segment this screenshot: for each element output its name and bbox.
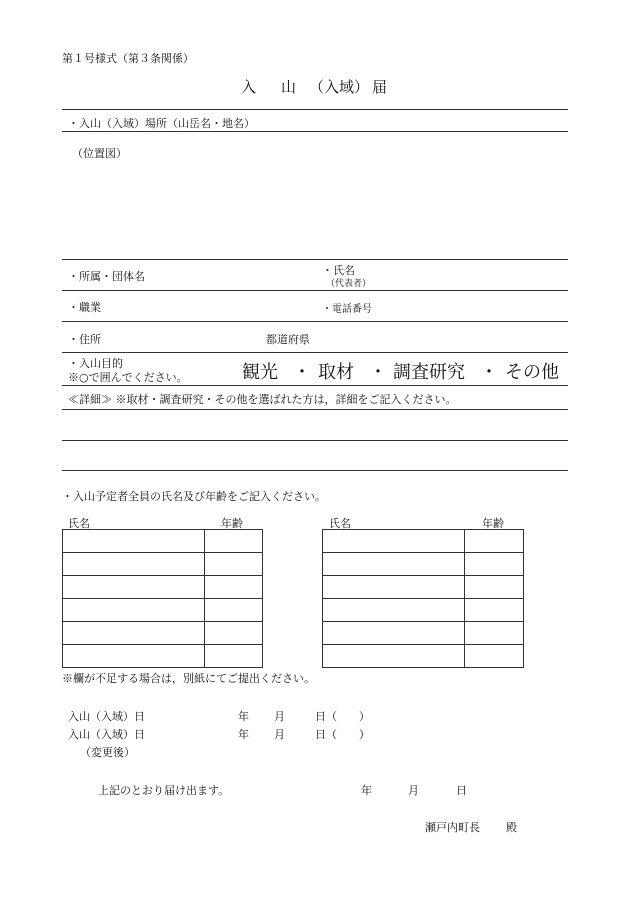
declaration-year: 年 — [361, 784, 372, 797]
member-age-cell[interactable] — [205, 622, 263, 645]
details-field-1[interactable] — [62, 412, 568, 438]
weekday-close: ） — [359, 728, 370, 741]
address-label: ・住所 — [68, 333, 101, 346]
member-age-cell[interactable] — [465, 530, 524, 553]
purpose-separator: ・ — [480, 362, 498, 383]
member-age-cell[interactable] — [205, 576, 263, 599]
day-label: 日（ — [315, 710, 337, 723]
month-label: 月 — [274, 710, 285, 723]
day-label: 日（ — [315, 728, 337, 741]
map-area-label: （位置図） — [72, 147, 127, 160]
member-name-cell[interactable] — [63, 553, 205, 576]
age-column-header: 年齢 — [221, 517, 243, 530]
members-table-right — [322, 529, 524, 668]
affiliation-field[interactable] — [160, 262, 310, 288]
member-name-cell[interactable] — [63, 599, 205, 622]
occupation-label: ・職業 — [68, 301, 101, 314]
table-row — [323, 622, 524, 645]
phone-label: ・電話番号 — [322, 304, 372, 315]
member-name-cell[interactable] — [323, 645, 465, 668]
month-label: 月 — [274, 728, 285, 741]
member-name-cell[interactable] — [63, 576, 205, 599]
members-table-left — [62, 529, 263, 668]
member-name-cell[interactable] — [323, 553, 465, 576]
members-instruction: ・入山予定者全員の氏名及び年齢をご記入ください。 — [62, 490, 326, 503]
address-field[interactable] — [322, 324, 566, 350]
member-age-cell[interactable] — [465, 645, 524, 668]
affiliation-label: ・所属・団体名 — [68, 270, 145, 283]
year-label: 年 — [238, 728, 249, 741]
member-age-cell[interactable] — [465, 599, 524, 622]
divider — [62, 259, 568, 260]
weekday-close: ） — [359, 710, 370, 723]
divider — [62, 109, 568, 110]
name-column-header: 氏名 — [68, 517, 90, 530]
table-row — [63, 530, 263, 553]
purpose-separator: ・ — [293, 362, 311, 383]
member-age-cell[interactable] — [465, 622, 524, 645]
table-row — [323, 576, 524, 599]
member-age-cell[interactable] — [205, 645, 263, 668]
title-char-4: 届 — [372, 78, 388, 96]
divider — [62, 290, 568, 291]
map-area[interactable] — [62, 160, 568, 256]
title-char-1: 入 — [241, 78, 257, 96]
member-name-cell[interactable] — [323, 576, 465, 599]
form-number: 第１号様式（第３条関係） — [62, 52, 194, 65]
details-note: ≪詳細≫ ※取材・調査研究・その他を選ばれた方は，詳細をご記入ください。 — [68, 393, 457, 406]
member-name-cell[interactable] — [63, 530, 205, 553]
table-row — [63, 553, 263, 576]
purpose-instruction: ※○で囲んでください。 — [68, 371, 188, 384]
member-name-cell[interactable] — [323, 622, 465, 645]
declaration-text: 上記のとおり届け出ます。 — [98, 784, 230, 797]
divider — [62, 321, 568, 322]
purpose-option-coverage[interactable]: 取材 — [318, 362, 354, 383]
member-age-cell[interactable] — [465, 553, 524, 576]
table-row — [63, 645, 263, 668]
age-column-header: 年齢 — [482, 517, 504, 530]
member-age-cell[interactable] — [205, 553, 263, 576]
table-row — [323, 645, 524, 668]
divider — [62, 440, 568, 441]
divider — [62, 470, 568, 471]
name-field[interactable] — [380, 262, 566, 288]
table-row — [323, 553, 524, 576]
details-field-2[interactable] — [62, 443, 568, 468]
location-label: ・入山（入域）場所（山岳名・地名） — [68, 117, 255, 130]
purpose-option-research[interactable]: 調査研究 — [393, 362, 465, 383]
occupation-field[interactable] — [120, 293, 310, 319]
name-column-header: 氏名 — [329, 517, 351, 530]
addressee: 瀬戸内町長 — [425, 821, 480, 834]
table-row — [63, 622, 263, 645]
member-age-cell[interactable] — [205, 530, 263, 553]
divider — [62, 385, 568, 386]
name-label: ・氏名 — [322, 264, 355, 277]
member-name-cell[interactable] — [323, 599, 465, 622]
declaration-day: 日 — [456, 784, 467, 797]
purpose-separator: ・ — [369, 362, 387, 383]
member-age-cell[interactable] — [465, 576, 524, 599]
divider — [62, 352, 568, 353]
member-age-cell[interactable] — [205, 599, 263, 622]
title-char-2: 山 — [281, 78, 297, 96]
title-char-3: （入域） — [309, 78, 370, 96]
entry-date-label: 入山（入域）日 — [68, 728, 145, 741]
table-row — [63, 599, 263, 622]
member-name-cell[interactable] — [63, 622, 205, 645]
addressee-honorific: 殿 — [506, 821, 517, 834]
purpose-option-sightseeing[interactable]: 観光 — [242, 362, 278, 383]
divider — [62, 409, 568, 410]
divider — [62, 131, 568, 132]
declaration-month: 月 — [408, 784, 419, 797]
member-name-cell[interactable] — [63, 645, 205, 668]
table-row — [323, 599, 524, 622]
purpose-label: ・入山目的 — [68, 357, 123, 370]
prefecture-label: 都道府県 — [266, 333, 310, 346]
phone-field[interactable] — [390, 293, 566, 319]
representative-label: （代表者） — [326, 279, 372, 289]
overflow-note: ※欄が不足する場合は，別紙にてご提出ください。 — [62, 672, 315, 685]
entry-date-label: 入山（入域）日 — [68, 710, 145, 723]
member-name-cell[interactable] — [323, 530, 465, 553]
table-row — [323, 530, 524, 553]
table-row — [63, 576, 263, 599]
purpose-option-other[interactable]: その他 — [505, 362, 559, 383]
changed-note: （変更後） — [80, 746, 135, 759]
year-label: 年 — [238, 710, 249, 723]
